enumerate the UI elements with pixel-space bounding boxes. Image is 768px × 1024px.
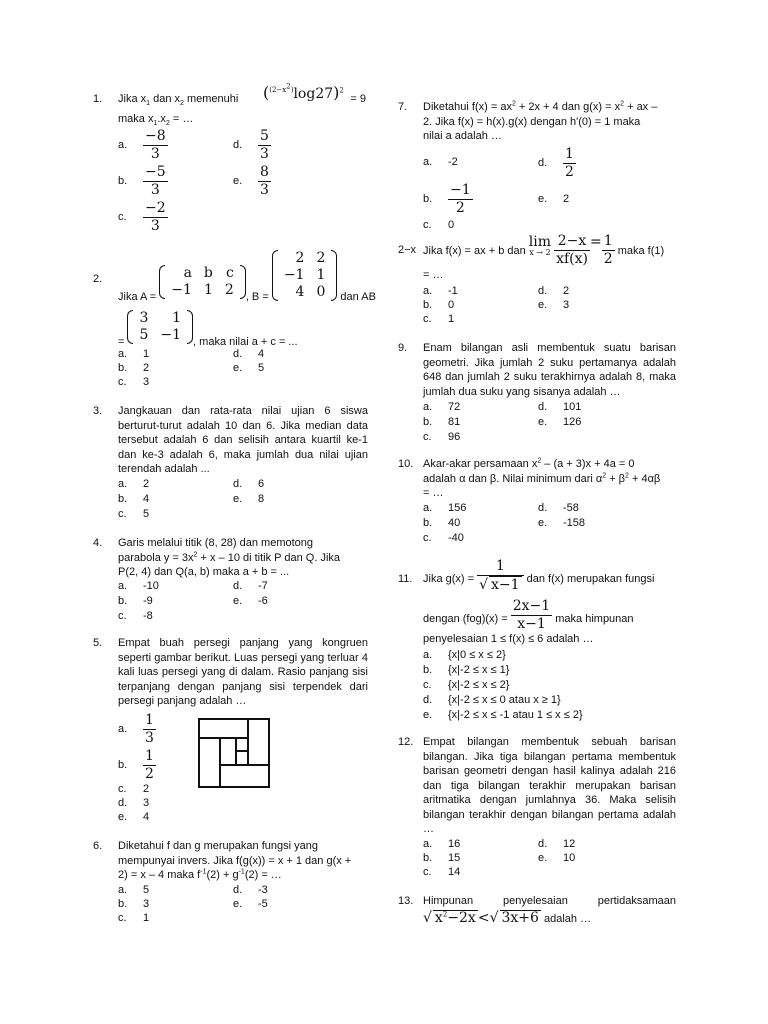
option-a[interactable]: a. 16 xyxy=(423,838,461,850)
option-e[interactable]: e. -6 xyxy=(233,595,268,607)
matrix-cell: 5 xyxy=(139,327,149,343)
matrix-cell: 0 xyxy=(316,284,326,300)
option-b[interactable]: b. $\frac{-1}{2}$ xyxy=(423,182,471,216)
option-e[interactable]: e. 126 xyxy=(538,416,582,428)
question-number: 10. xyxy=(398,458,414,470)
option-a[interactable]: a. $\frac{-8}{3}$ xyxy=(118,128,166,162)
option-c[interactable]: c. 0 xyxy=(423,219,455,231)
option-d[interactable]: d. 3 xyxy=(118,797,150,809)
option-c[interactable]: c. $\frac{-2}{3}$ xyxy=(118,200,166,234)
matrix-cell: −1 xyxy=(160,327,182,343)
matrix-cell: −1 xyxy=(171,281,192,298)
matrix-b xyxy=(272,250,338,301)
option-e[interactable]: e. {x|-2 ≤ x ≤ -1 atau 1 ≤ x ≤ 2} xyxy=(423,709,583,721)
option-e[interactable]: e. 8 xyxy=(233,493,265,505)
question-text: Empat bilangan membentuk sebuah barisan bilangan. Jika tiga bilangan pertama membentuk barisan geometri dengan hasil kalinya adalah 216 dan tiga bilangan terakhir merupakan barisan aritmatika dengan jumlahnya 36. Maka selisih bilangan terakhir dengan bilangan pertama adalah … xyxy=(423,736,676,835)
option-c[interactable]: c. -40 xyxy=(423,532,464,544)
question-number: 2−x xyxy=(398,244,417,256)
question-number: 9. xyxy=(398,342,408,354)
option-c[interactable]: c. 2 xyxy=(118,783,150,795)
question-text-line2: maka $x_1.x_2$ = … xyxy=(118,113,194,128)
option-a[interactable]: a. {x|0 ≤ x ≤ 2} xyxy=(423,649,506,661)
option-a[interactable]: a. 1 xyxy=(118,348,150,360)
matrix-cell: 2 xyxy=(316,250,326,266)
option-c[interactable]: c. 14 xyxy=(423,866,461,878)
option-b[interactable]: b. {x|-2 ≤ x ≤ 1} xyxy=(423,664,510,676)
question-number: 12. xyxy=(398,736,414,748)
log-expression: $(^{(2-x^2)}\log 27)^2$ xyxy=(263,83,344,102)
option-d[interactable]: d. -58 xyxy=(538,502,579,514)
option-e[interactable]: e. 10 xyxy=(538,852,576,864)
matrix-cell: 1 xyxy=(316,267,326,283)
question-text-line2: dengan (fog)(x) = $\frac{2x-1}{x-1}$ maka himpunan xyxy=(423,598,634,632)
option-d[interactable]: d. -3 xyxy=(233,884,268,896)
option-b[interactable]: b. -9 xyxy=(118,595,153,607)
option-e[interactable]: e. 4 xyxy=(118,811,150,823)
option-c[interactable]: c. -8 xyxy=(118,610,153,622)
option-d[interactable]: d. $\frac{5}{3}$ xyxy=(233,128,269,162)
question-text-line3: penyelesaian 1 ≤ f(x) ≤ 6 adalah … xyxy=(423,633,594,645)
option-a[interactable]: a. -1 xyxy=(423,285,458,297)
question-text-line2: = 3 1 5 −1 , maka nilai a + c = ... xyxy=(118,310,298,348)
question-text: Jika f(x) = ax + b dan lim x → 2 $\frac{2-x}{xf(x)}$ = $\frac{1}{2}$ maka f(1) xyxy=(423,233,665,267)
option-e[interactable]: e. -158 xyxy=(538,517,586,529)
question-text: Himpunan penyelesaian pertidaksamaan xyxy=(423,895,676,907)
question-number: 6. xyxy=(93,840,103,852)
question-text: Diketahui $f(x) = ax^2 + 2x + 4$ dan $g(x) = x^2$ + ax – 2. Jika f(x) = h(x).g(x) dengan h'(0) = 1 maka nilai a adalah … xyxy=(423,100,658,142)
question-text: Jika $x_1$ dan $x_2$ memenuhi $(^{(2-x^2)}\log 27)^2$ = 9 xyxy=(118,83,366,108)
option-b[interactable]: b. $\frac{-5}{3}$ xyxy=(118,164,166,198)
option-b[interactable]: b. 4 xyxy=(118,493,150,505)
option-b[interactable]: b. 81 xyxy=(423,416,461,428)
option-e[interactable]: e. -5 xyxy=(233,898,268,910)
question-text: Jangkauan dan rata-rata nilai ujian 6 siswa berturut-turut adalah 10 dan 6. Jika median data tersebut adalah 6 dan selisih antara kuartil ke-1 dan ke-3 adalah 6, maka jumlah dua nilai ujian terendah adalah ... xyxy=(118,405,368,475)
matrix-cell: b xyxy=(203,264,213,281)
option-d[interactable]: d. 2 xyxy=(538,285,570,297)
option-d[interactable]: d. 12 xyxy=(538,838,576,850)
option-d[interactable]: d. 6 xyxy=(233,478,265,490)
option-b[interactable]: b. 2 xyxy=(118,362,150,374)
question-number: 4. xyxy=(93,537,103,549)
matrix-cell: a xyxy=(183,264,192,281)
question-text: Diketahui f dan g merupakan fungsi yang mempunyai invers. Jika f(g(x)) = x + 1 dan g(x + 2) = x – 4 maka $f^{-1}(2) + g^{-1}(2)$ = … xyxy=(118,840,352,881)
option-d[interactable]: d. 101 xyxy=(538,401,582,413)
matrix-cell: c xyxy=(225,264,234,281)
option-b[interactable]: b. 40 xyxy=(423,517,461,529)
question-text: Akar-akar persamaan $x^2 - (a + 3)x + 4a = 0$ adalah α dan β. Nilai minimum dari $\alpha^2 + \beta^2 + 4\alpha\beta$ = … xyxy=(423,457,661,499)
matrix-cell: 1 xyxy=(172,310,182,326)
question-text: Jika g(x) = $\frac{1}{√ x-1}$ dan f(x) merupakan fungsi xyxy=(423,558,655,593)
question-text: Garis melalui titik (8, 28) dan memotong parabola $y = 3x^2 + x - 10$ di titik P dan Q. Jika P(2, 4) dan Q(a, b) maka a + b = ... xyxy=(118,537,341,578)
question-number: 3. xyxy=(93,405,103,417)
option-e[interactable]: e. $\frac{8}{3}$ xyxy=(233,164,269,198)
matrix-a xyxy=(159,265,246,299)
option-d[interactable]: d. -7 xyxy=(233,580,268,592)
option-a[interactable]: a. 156 xyxy=(423,502,467,514)
option-c[interactable]: c. 5 xyxy=(118,508,150,520)
option-d[interactable]: d. $\frac{1}{2}$ xyxy=(538,146,574,180)
question-text: Enam bilangan asli membentuk suatu barisan geometri. Jika jumlah 2 suku pertamanya adalah 648 dan jumlah 2 suku terakhirnya adalah 8, maka jumlah dua suku yang sisanya adalah … xyxy=(423,342,676,398)
option-a[interactable]: a. 72 xyxy=(423,401,461,413)
option-a[interactable]: a. 5 xyxy=(118,884,150,896)
option-b[interactable]: b. 15 xyxy=(423,852,461,864)
matrix-cell: 4 xyxy=(295,284,305,300)
option-a[interactable]: a. -2 xyxy=(423,156,458,168)
option-c[interactable]: c. 1 xyxy=(423,313,455,325)
question-text-line2: = … xyxy=(423,269,444,281)
question-number: 13. xyxy=(398,895,414,907)
option-b[interactable]: b. 3 xyxy=(118,898,150,910)
question-number: 1. xyxy=(93,93,103,105)
matrix-cell: 1 xyxy=(203,281,213,298)
option-c[interactable]: c. 1 xyxy=(118,912,150,924)
option-e[interactable]: e. 3 xyxy=(538,299,570,311)
option-b[interactable]: b. $\frac{1}{2}$ xyxy=(118,748,154,782)
question-number: 11. xyxy=(398,573,413,585)
limit-symbol: lim x → 2 xyxy=(528,234,552,257)
option-d[interactable]: d. 4 xyxy=(233,348,265,360)
question-text: Empat buah persegi panjang yang kongruen seperti gambar berikut. Luas persegi yang terluar 4 kali luas persegi yang di dalam. Rasio panjang sisi terpanjang dengan panjang sisi terpendek dari persegi panjang adalah … xyxy=(118,637,368,707)
rectangles-figure xyxy=(198,718,270,788)
option-a[interactable]: a. -10 xyxy=(118,580,159,592)
question-text-line2: √ $x^2-2x$ <√ 3x+6 adalah … xyxy=(423,910,592,926)
option-c[interactable]: c. 96 xyxy=(423,431,461,443)
matrix-cell: 2 xyxy=(224,281,234,298)
matrix-cell: 3 xyxy=(139,310,149,326)
option-a[interactable]: a. $\frac{1}{3}$ xyxy=(118,712,154,746)
option-e[interactable]: e. 2 xyxy=(538,193,570,205)
option-e[interactable]: e. 5 xyxy=(233,362,265,374)
option-c[interactable]: c. {x|-2 ≤ x ≤ 2} xyxy=(423,679,510,691)
option-a[interactable]: a. 2 xyxy=(118,478,150,490)
question-number: 7. xyxy=(398,101,408,113)
question-text: Jika A = a b c −1 1 2 , B = 2 2 −1 1 4 0 dan AB xyxy=(118,250,376,304)
matrix-cell: 2 xyxy=(295,250,305,266)
question-number: 5. xyxy=(93,637,103,649)
option-b[interactable]: b. 0 xyxy=(423,299,455,311)
matrix-ab xyxy=(127,310,193,344)
option-d[interactable]: d. {x|-2 ≤ x ≤ 0 atau x ≥ 1} xyxy=(423,694,561,706)
question-number: 2. xyxy=(93,273,103,285)
matrix-cell: −1 xyxy=(283,267,305,283)
option-c[interactable]: c. 3 xyxy=(118,376,150,388)
